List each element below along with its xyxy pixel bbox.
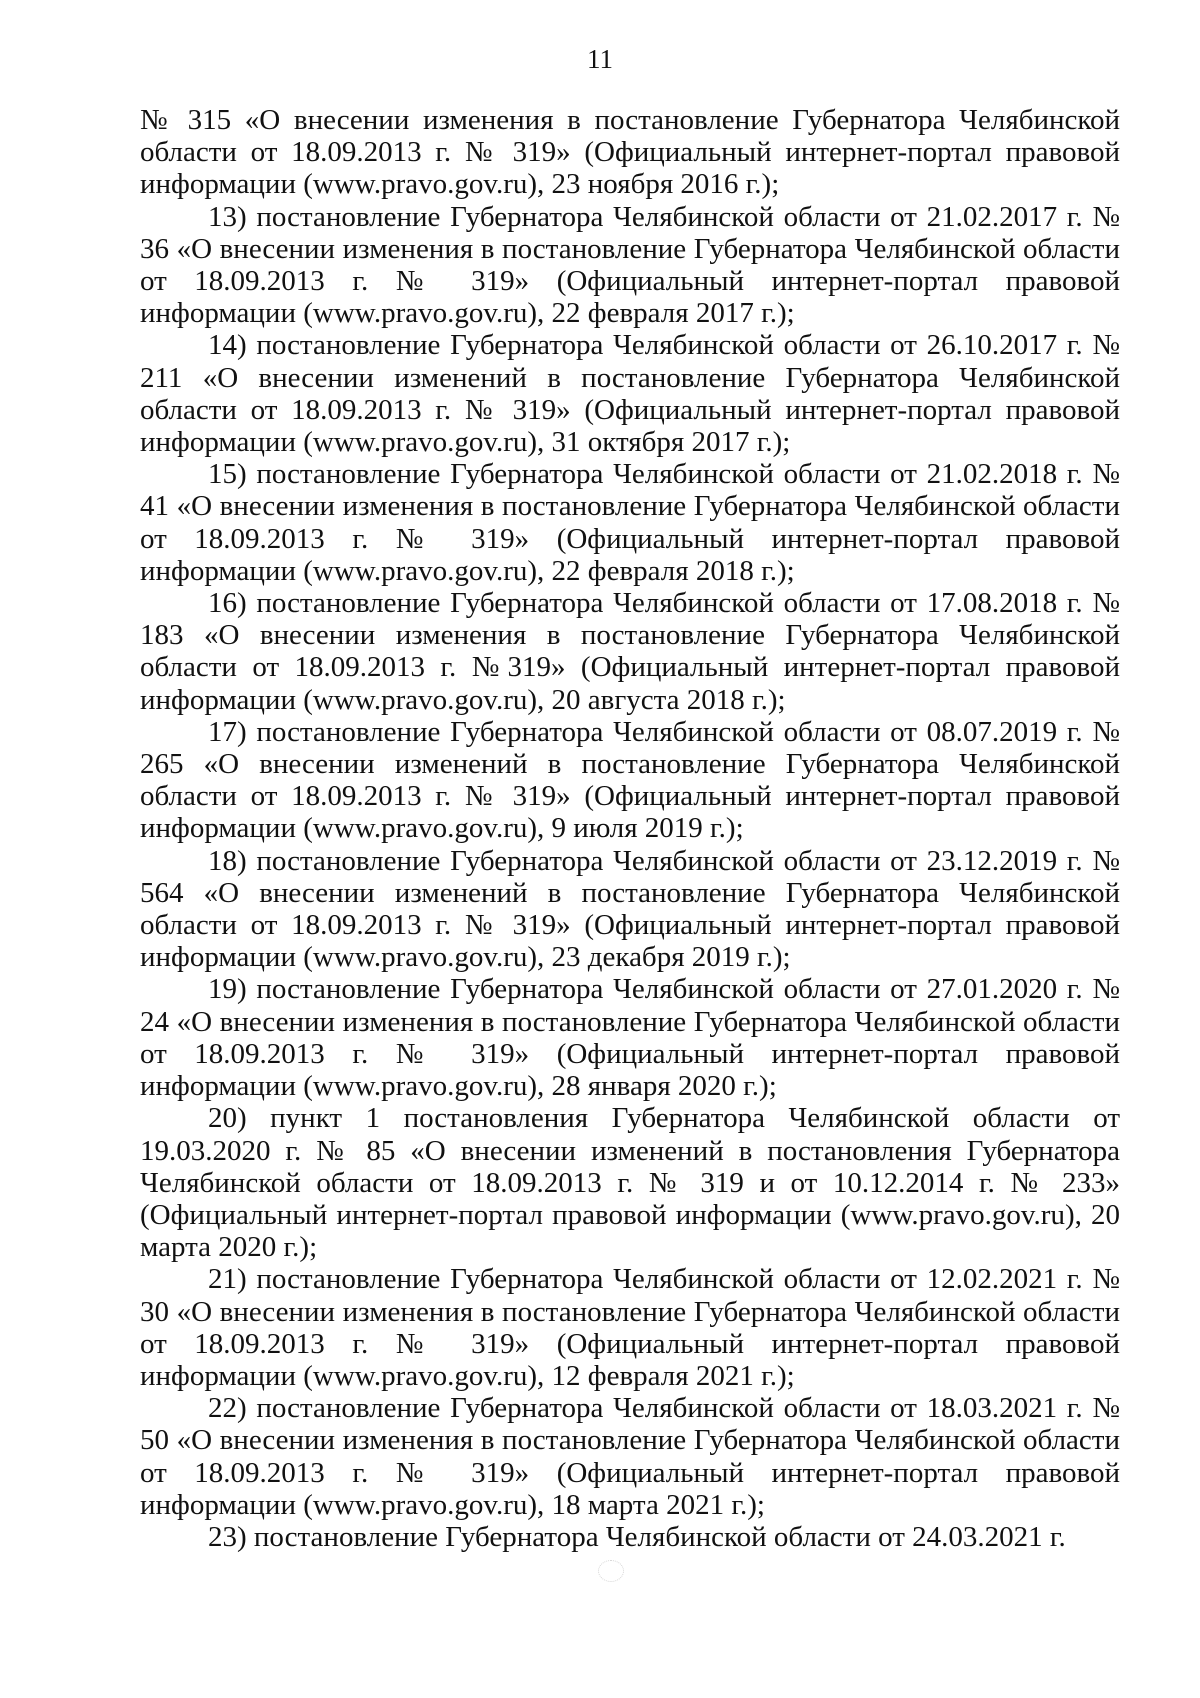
scan-artifact bbox=[598, 1560, 624, 1582]
paragraph-continuation: № 315 «О внесении изменения в постановление Губернатора Челябинской области от 18.09.2013 г. № 319» (Официальный интернет-портал правовой информации (www.pravo.gov.ru), 23 ноября 2016 г.); bbox=[140, 104, 1120, 201]
list-item-14: 14) постановление Губернатора Челябинской области от 26.10.2017 г. № 211 «О внесении изменений в постановление Губернатора Челябинской области от 18.09.2013 г. № 319» (Официальный интернет-портал правовой информации (www.pravo.gov.ru), 31 октября 2017 г.); bbox=[140, 329, 1120, 459]
list-item-19: 19) постановление Губернатора Челябинской области от 27.01.2020 г. № 24 «О внесении изменения в постановление Губернатора Челябинской области от 18.09.2013 г. № 319» (Официальный интернет-портал правовой информации (www.pravo.gov.ru), 28 января 2020 г.); bbox=[140, 973, 1120, 1103]
list-item-17: 17) постановление Губернатора Челябинской области от 08.07.2019 г. № 265 «О внесении изменений в постановление Губернатора Челябинской области от 18.09.2013 г. № 319» (Официальный интернет-портал правовой информации (www.pravo.gov.ru), 9 июля 2019 г.); bbox=[140, 715, 1120, 845]
list-item-23: 23) постановление Губернатора Челябинской области от 24.03.2021 г. bbox=[208, 1520, 1066, 1553]
list-item-16: 16) постановление Губернатора Челябинской области от 17.08.2018 г. № 183 «О внесении изменения в постановление Губернатора Челябинской области от 18.09.2013 г. №319» (Официальный интернет-портал правовой информации (www.pravo.gov.ru), 20 августа 2018 г.); bbox=[140, 587, 1120, 716]
list-item-15: 15) постановление Губернатора Челябинской области от 21.02.2018 г. № 41 «О внесении изменения в постановление Губернатора Челябинской области от 18.09.2013 г. № 319» (Официальный интернет-портал правовой информации (www.pravo.gov.ru), 22 февраля 2018 г.); bbox=[140, 458, 1120, 587]
page-number: 11 bbox=[587, 44, 613, 74]
list-item-21: 21) постановление Губернатора Челябинской области от 12.02.2021 г. № 30 «О внесении изменения в постановление Губернатора Челябинской области от 18.09.2013 г. № 319» (Официальный интернет-портал правовой информации (www.pravo.gov.ru), 12 февраля 2021 г.); bbox=[140, 1263, 1120, 1392]
document-body bbox=[140, 104, 1120, 1553]
list-item-13: 13) постановление Губернатора Челябинской области от 21.02.2017 г. № 36 «О внесении изменения в постановление Губернатора Челябинской области от 18.09.2013 г. № 319» (Официальный интернет-портал правовой информации (www.pravo.gov.ru), 22 февраля 2017 г.); bbox=[140, 200, 1120, 330]
list-item-18: 18) постановление Губернатора Челябинской области от 23.12.2019 г. № 564 «О внесении изменений в постановление Губернатора Челябинской области от 18.09.2013 г. № 319» (Официальный интернет-портал правовой информации (www.pravo.gov.ru), 23 декабря 2019 г.); bbox=[140, 844, 1120, 974]
list-item-22: 22) постановление Губернатора Челябинской области от 18.03.2021 г. № 50 «О внесении изменения в постановление Губернатора Челябинской области от 18.09.2013 г. № 319» (Официальный интернет-портал правовой информации (www.pravo.gov.ru), 18 марта 2021 г.); bbox=[140, 1392, 1120, 1521]
list-item-20: 20) пункт 1 постановления Губернатора Челябинской области от 19.03.2020 г. № 85 «О внесении изменений в постановления Губернатора Челябинской области от 18.09.2013 г. № 319 и от 10.12.2014 г. № 233» (Официальный интернет-портал правовой информации (www.pravo.gov.ru), 20 марта 2020 г.); bbox=[140, 1102, 1120, 1264]
